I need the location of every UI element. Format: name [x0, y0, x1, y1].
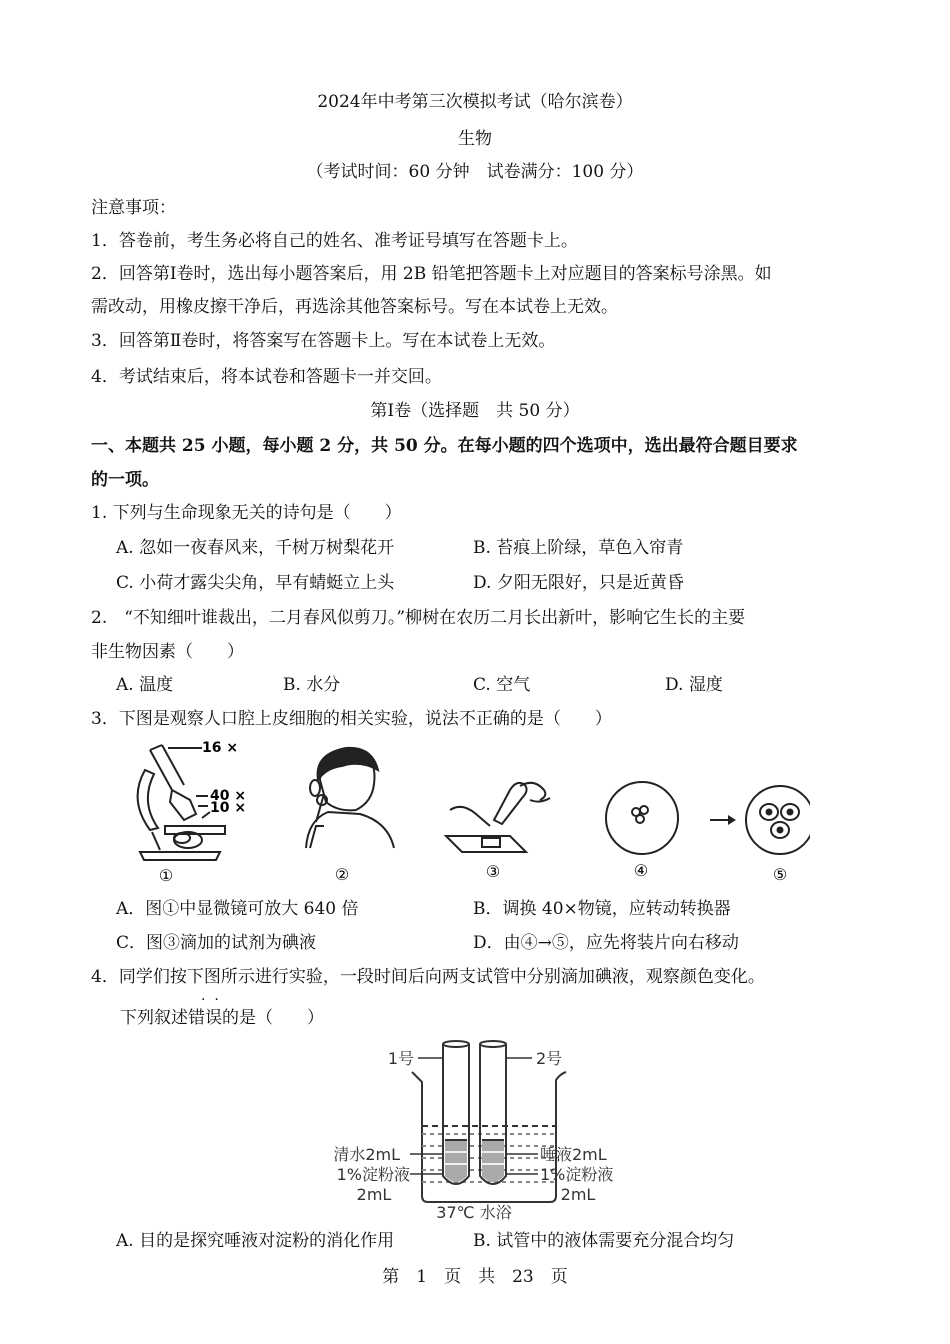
student-drawing [306, 748, 394, 848]
view-field-small [606, 782, 678, 854]
test-tube-1 [443, 1041, 469, 1184]
note-item: 1．答卷前，考生务必将自己的姓名、准考证号填写在答题卡上。 [91, 231, 578, 251]
question-4-option-b: B. 试管中的液体需要充分混合均匀 [473, 1231, 735, 1251]
note-item: 需改动，用橡皮擦干净后，再选涂其他答案标号。写在本试卷上无效。 [91, 297, 618, 317]
question-2-option-b: B. 水分 [283, 675, 341, 695]
eyepiece-label: 16 × [202, 740, 239, 756]
question-3-option-c: C．图③滴加的试剂为碘液 [116, 933, 317, 953]
question-4-option-a: A. 目的是探究唾液对淀粉的消化作用 [116, 1231, 395, 1251]
question-1-option-a: A. 忽如一夜春风来，千树万树梨花开 [116, 538, 395, 558]
question-3-option-b: B．调换 40×物镜，应转动转换器 [473, 899, 731, 919]
section-instruction: 一、本题共 25 小题，每小题 2 分，共 50 分。在每小题的四个选项中，选出最符合题目要求 [91, 436, 798, 456]
arrow-icon [710, 815, 736, 825]
question-2-option-a: A. 温度 [116, 675, 174, 695]
question-4-figure [300, 1036, 660, 1226]
exam-info: （考试时间：60 分钟 试卷满分：100 分） [306, 162, 644, 182]
question-4-stem: 4．同学们按下图所示进行实验，一段时间后向两支试管中分别滴加碘液，观察颜色变化。 [91, 967, 765, 987]
objective-40-label: 40 × [210, 788, 247, 804]
figure-label-2: ② [334, 865, 350, 884]
question-3-figure [110, 740, 810, 890]
question-2-stem: 非生物因素（ ） [91, 642, 244, 662]
note-item: 3．回答第Ⅱ卷时，将答案写在答题卡上。写在本试卷上无效。 [91, 331, 556, 351]
tube-1-label: 1号 [387, 1049, 414, 1068]
tube-1-content-water: 清水2mL [333, 1145, 400, 1164]
emphasis-dots: · · [201, 992, 219, 1008]
figure-label-3: ③ [485, 862, 501, 881]
question-1-stem: 1. 下列与生命现象无关的诗句是（ ） [91, 503, 402, 523]
tube-1-content-volume: 2mL [356, 1185, 392, 1204]
section-instruction: 的一项。 [91, 470, 159, 490]
question-2-option-d: D. 湿度 [665, 675, 723, 695]
note-item: 2．回答第Ⅰ卷时，选出每小题答案后，用 2B 铅笔把答题卡上对应题目的答案标号涂黑。如 [91, 264, 772, 284]
tube-2-label: 2号 [536, 1049, 563, 1068]
tube-2-content-saliva: 唾液2mL [540, 1145, 607, 1164]
tube-2-content-volume: 2mL [560, 1185, 596, 1204]
objective-10-label: 10 × [210, 800, 247, 816]
note-item: 4．考试结束后，将本试卷和答题卡一并交回。 [91, 367, 442, 387]
question-1-option-d: D. 夕阳无限好，只是近黄昏 [473, 573, 684, 593]
figure-label-5: ⑤ [772, 865, 788, 884]
dropper-drawing [446, 783, 550, 852]
figure-label-4: ④ [633, 861, 649, 880]
question-3-option-a: A．图①中显微镜可放大 640 倍 [116, 899, 359, 919]
question-2-option-c: C. 空气 [473, 675, 531, 695]
test-tube-2 [480, 1041, 506, 1184]
exam-title: 2024年中考第三次模拟考试（哈尔滨卷） [317, 92, 633, 112]
tube-2-content-starch: 1%淀粉液 [540, 1165, 614, 1184]
tube-1-content-starch: 1%淀粉液 [336, 1165, 410, 1184]
question-4-stem: 下列叙述错误的是（ ） [120, 1008, 324, 1028]
notes-heading: 注意事项： [91, 198, 176, 218]
page-footer: 第 1 页 共 23 页 [382, 1267, 568, 1287]
figure-label-1: ① [158, 866, 174, 885]
water-bath-label: 37℃ 水浴 [436, 1203, 512, 1222]
section-title: 第Ⅰ卷（选择题 共 50 分） [370, 401, 580, 421]
question-3-stem: 3．下图是观察人口腔上皮细胞的相关实验，说法不正确的是（ ） [91, 709, 612, 729]
question-1-option-c: C. 小荷才露尖尖角，早有蜻蜓立上头 [116, 573, 395, 593]
question-3-option-d: D．由④→⑤，应先将装片向右移动 [473, 933, 739, 953]
view-field-large [746, 786, 810, 854]
question-2-stem: 2. “不知细叶谁裁出，二月春风似剪刀。”柳树在农历二月长出新叶，影响它生长的主要 [91, 608, 746, 628]
question-1-option-b: B. 苔痕上阶绿，草色入帘青 [473, 538, 684, 558]
subject-title: 生物 [458, 129, 492, 149]
